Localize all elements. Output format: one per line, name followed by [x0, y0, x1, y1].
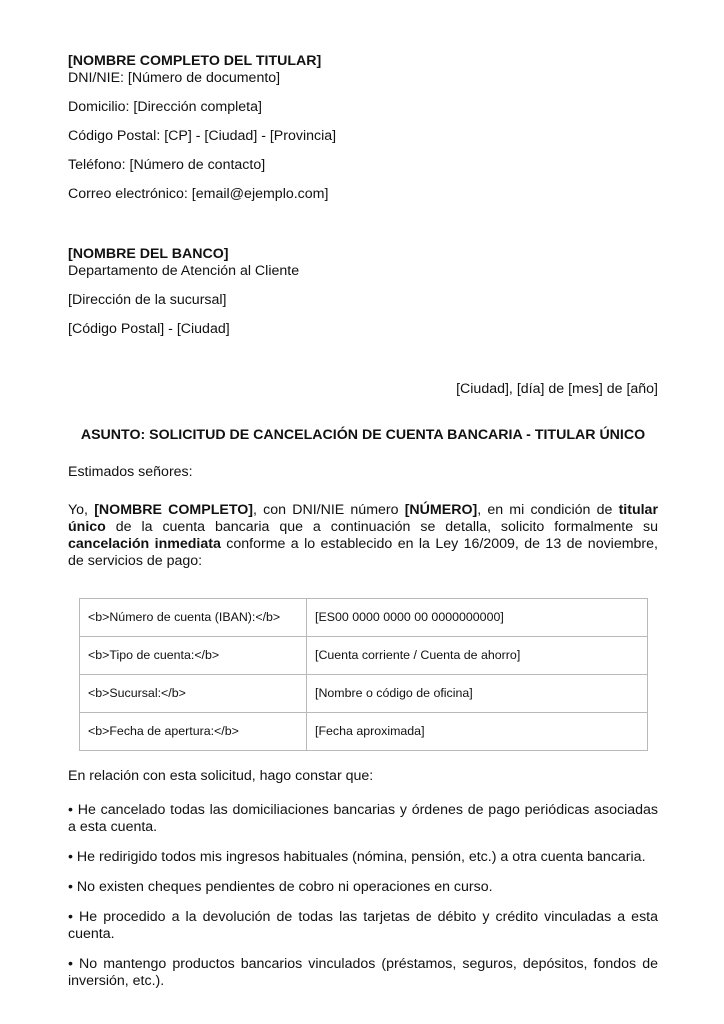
table-cell-value: [Nombre o código de oficina] [307, 675, 648, 713]
subject-line: ASUNTO: SOLICITUD DE CANCELACIÓN DE CUENTA BANCARIA - TITULAR ÚNICO [80, 427, 646, 443]
table-row [80, 637, 648, 675]
list-item: • He redirigido todos mis ingresos habituales (nómina, pensión, etc.) a otra cuenta bancaria. [68, 849, 646, 865]
sender-postal: Código Postal: [CP] - [Ciudad] - [Provincia] [68, 128, 337, 144]
intro-text-1: Yo, [68, 502, 95, 518]
letter-page [68, 53, 658, 1003]
bank-postal: [Código Postal] - [Ciudad] [68, 321, 230, 337]
bank-block [68, 246, 658, 338]
intro-sole-holder: titular único [68, 502, 658, 535]
list-item: • He procedido a la devolución de todas las tarjetas de débito y crédito vinculadas a esta cuenta. [68, 909, 658, 942]
sender-phone: Teléfono: [Número de contacto] [68, 157, 266, 173]
bank-branch-address: [Dirección de la sucursal] [68, 292, 227, 308]
bank-name: [NOMBRE DEL BANCO] [68, 246, 229, 262]
sender-address: Domicilio: [Dirección completa] [68, 99, 262, 115]
list-item: • No existen cheques pendientes de cobro ni operaciones en curso. [68, 879, 493, 895]
sender-dni: DNI/NIE: [Número de documento] [68, 70, 281, 86]
intro-text-3: , en mi condición de [477, 502, 619, 518]
sender-block [68, 53, 658, 203]
table-cell-value: [Cuenta corriente / Cuenta de ahorro] [307, 637, 648, 675]
list-item: • He cancelado todas las domiciliaciones bancarias y órdenes de pago periódicas asociadas a esta cuenta. [68, 802, 658, 835]
sender-name: [NOMBRE COMPLETO DEL TITULAR] [68, 53, 322, 69]
greeting: Estimados señores: [68, 464, 193, 480]
table-cell-value: [Fecha aproximada] [307, 713, 648, 751]
bank-department: Departamento de Atención al Cliente [68, 263, 300, 279]
sender-email: Correo electrónico: [email@ejemplo.com] [68, 186, 329, 202]
table-cell-label: <b>Tipo de cuenta:</b> [80, 637, 307, 675]
intro-paragraph [68, 502, 658, 570]
table-cell-label: <b>Número de cuenta (IBAN):</b> [80, 599, 307, 637]
intro-text-2: , con DNI/NIE número [253, 502, 405, 518]
intro-text-5: conforme a lo establecido en la Ley 16/2009, de 13 de noviembre, de servicios de pago: [68, 536, 658, 569]
table-cell-label: <b>Fecha de apertura:</b> [80, 713, 307, 751]
table-row [80, 675, 648, 713]
table-cell-label: <b>Sucursal:</b> [80, 675, 307, 713]
intro-document-number: [NÚMERO] [404, 502, 478, 518]
date-line: [Ciudad], [día] de [mes] de [año] [456, 381, 658, 397]
table-row [80, 599, 648, 637]
intro-immediate-cancellation: cancelación inmediata [68, 536, 221, 552]
relation-statement: En relación con esta solicitud, hago constar que: [68, 768, 374, 784]
table-cell-value: [ES00 0000 0000 00 0000000000] [307, 599, 648, 637]
table-row [80, 713, 648, 751]
declarations-list [68, 802, 658, 990]
list-item: • No mantengo productos bancarios vinculados (préstamos, seguros, depósitos, fondos de inversión, etc.). [68, 956, 658, 989]
account-details-table [79, 598, 648, 751]
intro-text-4: de la cuenta bancaria que a continuación se detalla, solicito formalmente su [105, 519, 658, 535]
intro-full-name: [NOMBRE COMPLETO] [94, 502, 254, 518]
